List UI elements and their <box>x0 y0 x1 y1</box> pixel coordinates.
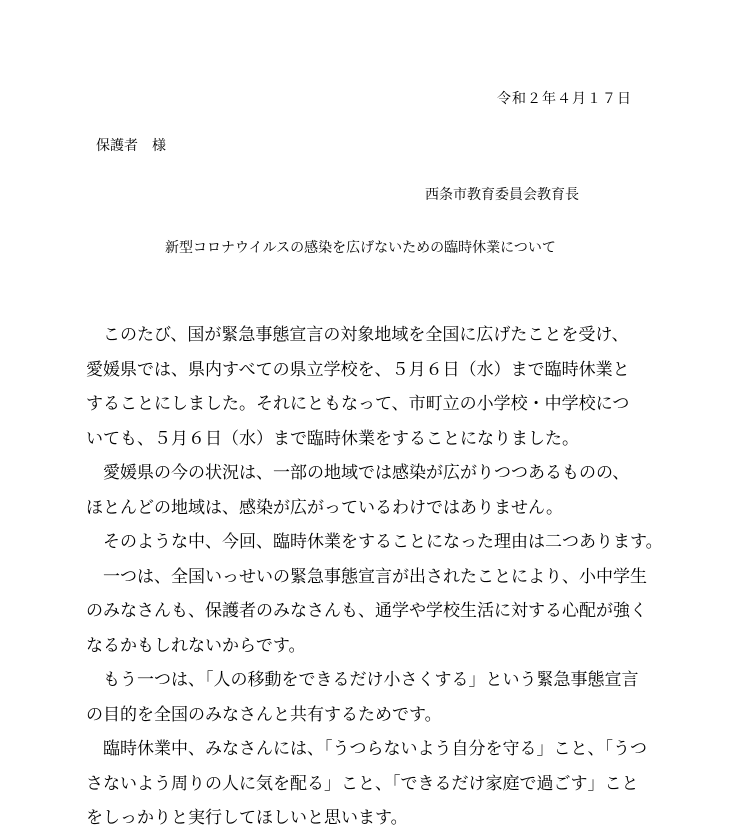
body-line: いても、５月６日（水）まで臨時休業をすることになりました。 <box>86 428 579 449</box>
body-line: 愛媛県では、県内すべての県立学校を、５月６日（水）まで臨時休業と <box>86 359 630 380</box>
addressee: 保護者 様 <box>96 138 166 154</box>
body-line: さないよう周りの人に気を配る」こと、「できるだけ家庭で過ごす」こと <box>86 773 639 794</box>
body-line: このたび、国が緊急事態宣言の対象地域を全国に広げたことを受け、 <box>86 325 629 345</box>
body-line: 臨時休業中、みなさんには、「うつらないよう自分を守る」こと、「うつ <box>86 739 647 759</box>
body-line: することにしました。それにともなって、市町立の小学校・中学校につ <box>86 394 630 414</box>
body-line: なるかもしれないからです。 <box>86 635 306 656</box>
document-date: 令和２年４月１７日 <box>497 91 632 107</box>
body-line: をしっかりと実行してほしいと思います。 <box>86 808 408 828</box>
document-title: 新型コロナウイルスの感染を広げないための臨時休業について <box>165 240 556 256</box>
body-line: 一つは、全国いっせいの緊急事態宣言が出されたことにより、小中学生 <box>86 566 647 587</box>
body-line: そのような中、今回、臨時休業をすることになった理由は二つあります。 <box>86 532 663 552</box>
body-line: の目的を全国のみなさんと共有するためです。 <box>86 704 442 725</box>
sender: 西条市教育委員会教育長 <box>425 187 579 203</box>
body-line: 愛媛県の今の状況は、一部の地域では感染が広がりつつあるものの、 <box>86 463 630 483</box>
body-line: もう一つは、「人の移動をできるだけ小さくする」という緊急事態宣言 <box>86 670 639 690</box>
body-line: ほとんどの地域は、感染が広がっているわけではありません。 <box>86 497 564 518</box>
body-line: のみなさんも、保護者のみなさんも、通学や学校生活に対する心配が強く <box>86 601 647 621</box>
body-text <box>86 312 663 830</box>
